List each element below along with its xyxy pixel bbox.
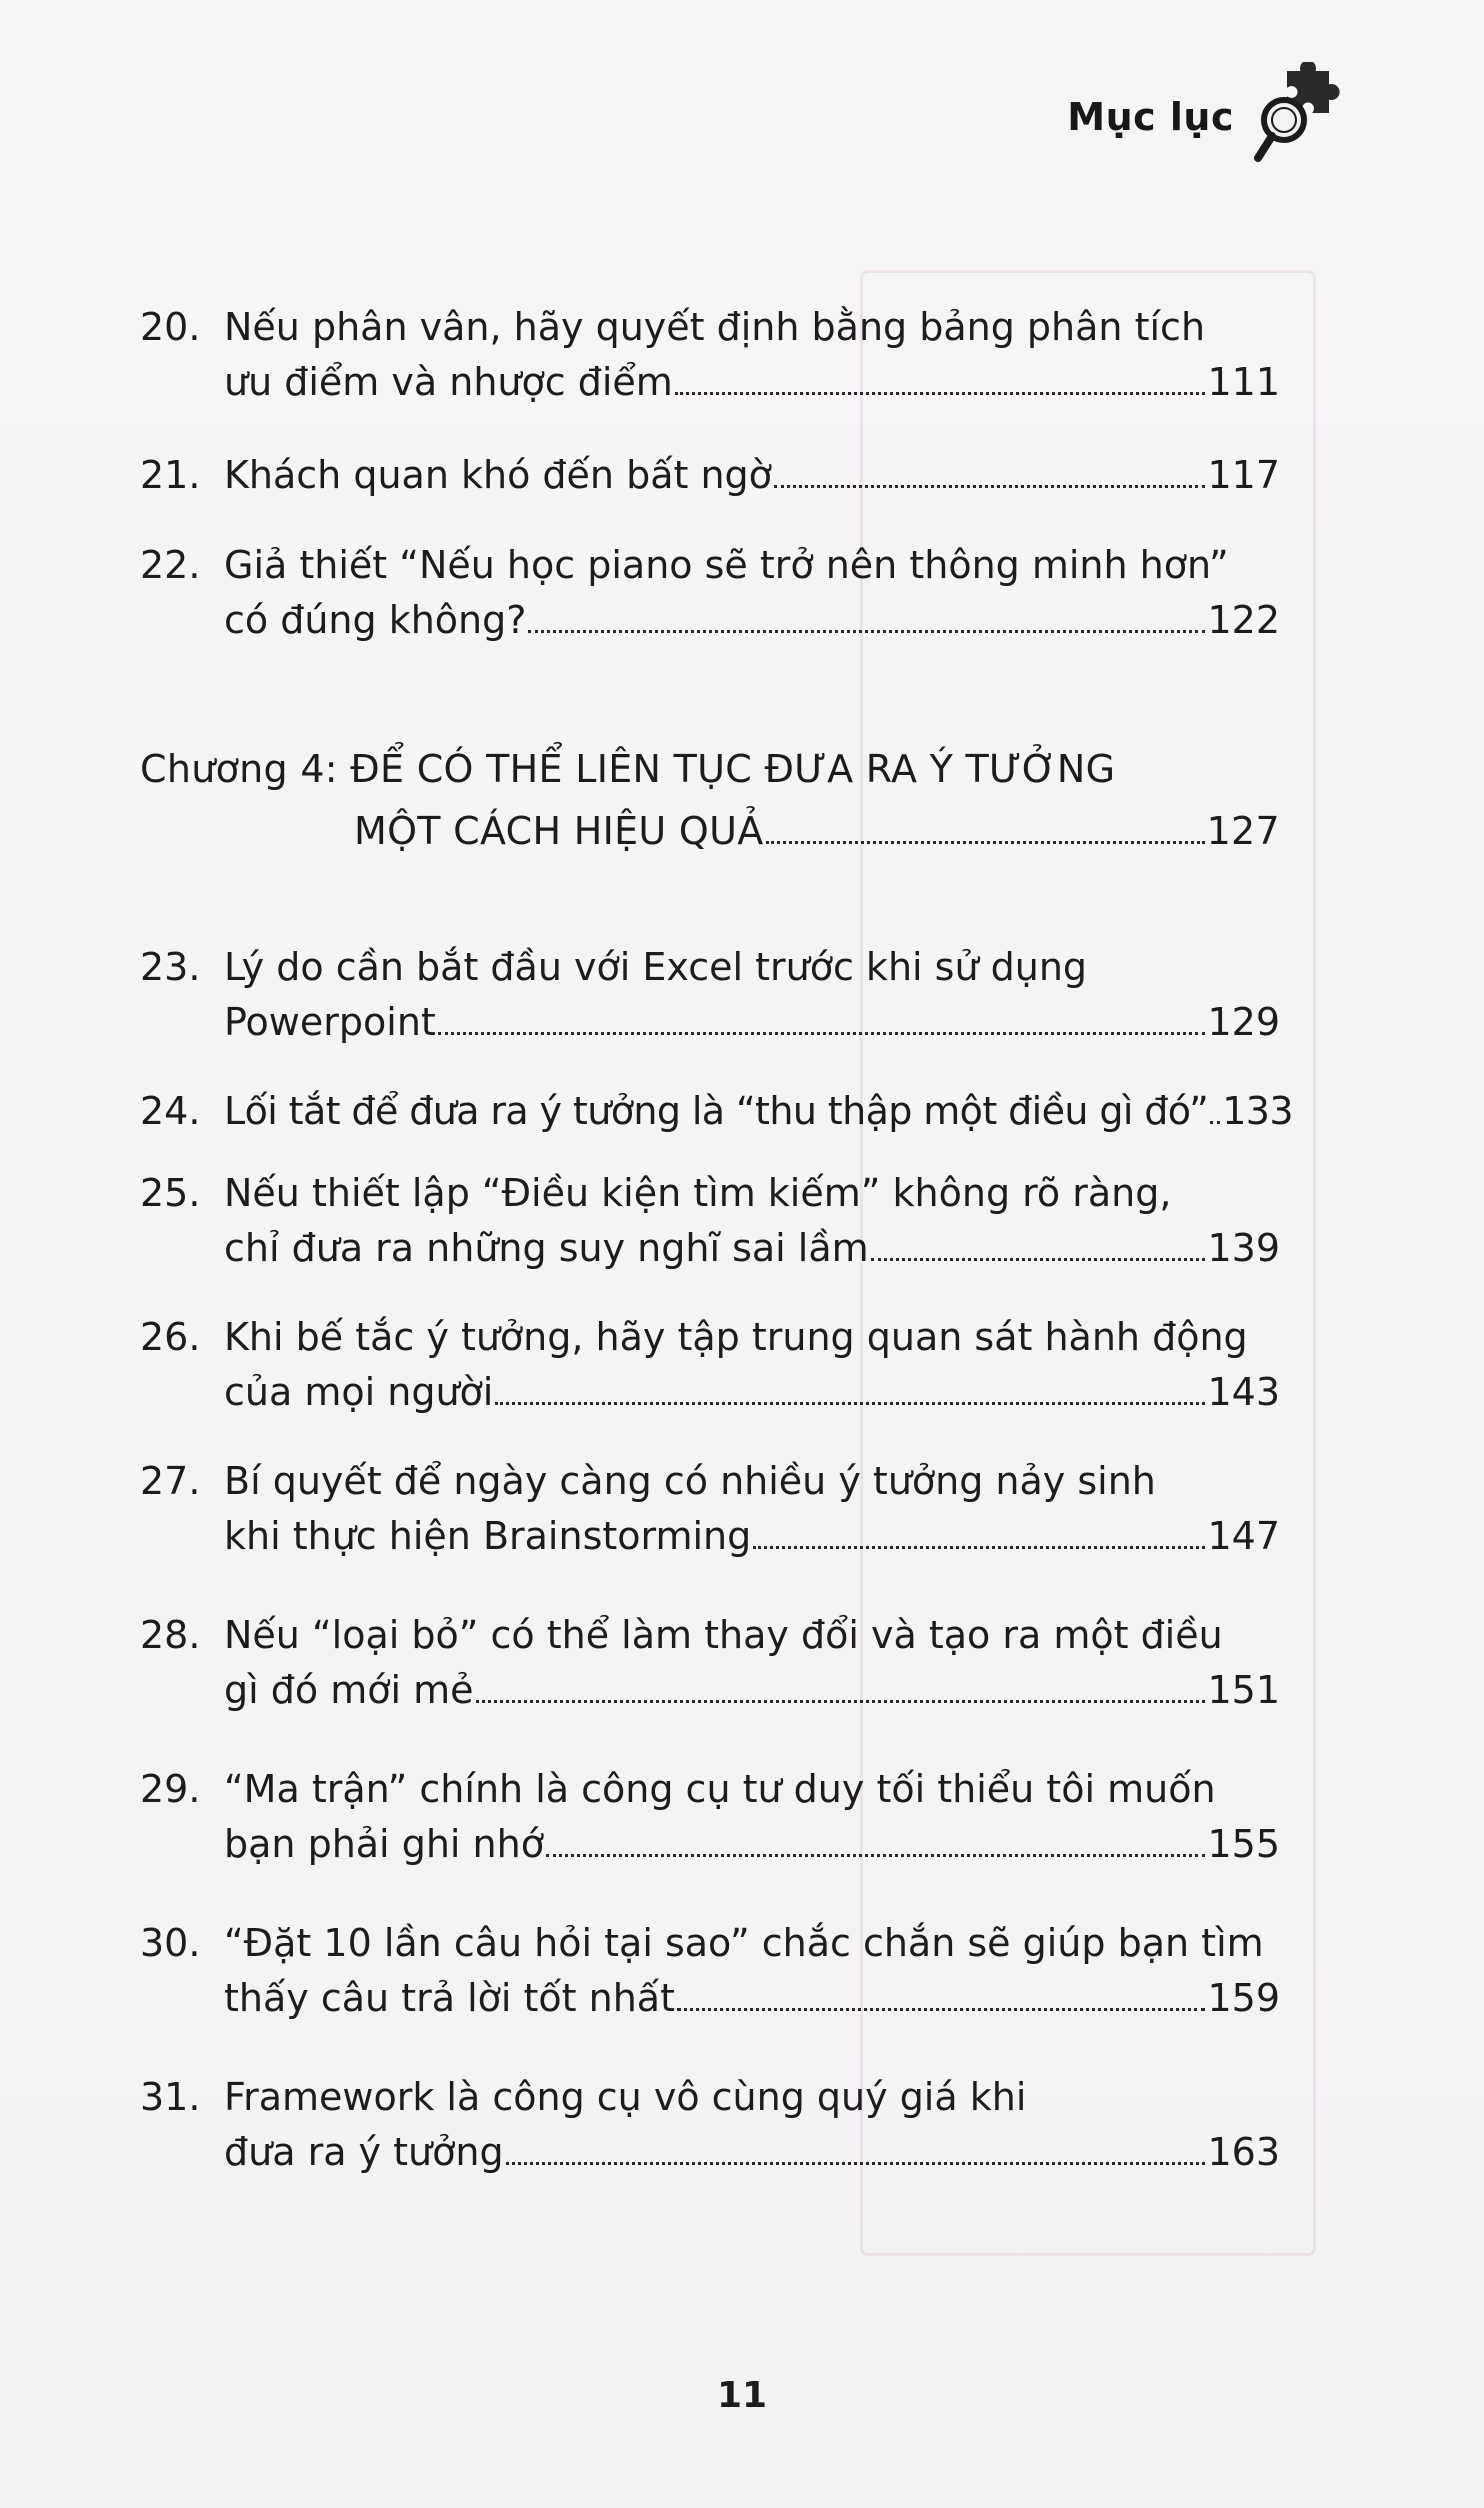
entry-page: 143 xyxy=(1207,1370,1280,1414)
entry-title-end: ưu điểm và nhược điểm xyxy=(224,360,673,404)
entry-title-end: có đúng không? xyxy=(224,598,527,642)
entry-title-line2 xyxy=(224,1365,1280,1420)
entry-number: 22. xyxy=(140,543,201,587)
entry-title-line2 xyxy=(224,995,1280,1050)
entry-title: Lối tắt để đưa ra ý tưởng là “thu thập một điều gì đó” xyxy=(224,1089,1209,1133)
entry-number: 28. xyxy=(140,1613,201,1657)
entry-title-line1: Lý do cần bắt đầu với Excel trước khi sử dụng xyxy=(224,945,1088,989)
dot-leader xyxy=(506,2162,1206,2165)
entry-title-line2 xyxy=(224,355,1280,410)
chapter-title-end: MỘT CÁCH HIỆU QUẢ xyxy=(354,809,764,853)
entry-title-line xyxy=(224,448,1280,503)
entry-page: 147 xyxy=(1207,1514,1280,1558)
entry-page: 159 xyxy=(1207,1976,1280,2020)
dot-leader xyxy=(1210,1121,1220,1124)
entry-title-end: gì đó mới mẻ xyxy=(224,1668,474,1712)
entry-title-line2 xyxy=(224,1221,1280,1276)
entry-title-line1: Framework là công cụ vô cùng quý giá khi xyxy=(224,2075,1027,2119)
entry-title-line2 xyxy=(224,1817,1280,1872)
entry-title-line2 xyxy=(224,593,1280,648)
entry-title-line1: “Ma trận” chính là công cụ tư duy tối thiểu tôi muốn xyxy=(224,1767,1216,1811)
chapter-title-line1: Chương 4: ĐỂ CÓ THỂ LIÊN TỤC ĐƯA RA Ý TƯỞNG xyxy=(140,747,1116,791)
entry-page: 133 xyxy=(1222,1089,1293,1133)
page-number: 11 xyxy=(716,2375,768,2416)
entry-page: 117 xyxy=(1207,453,1280,497)
entry-number: 23. xyxy=(140,945,201,989)
entry-page: 151 xyxy=(1207,1668,1280,1712)
entry-number: 27. xyxy=(140,1459,201,1503)
entry-title-end: Powerpoint xyxy=(224,1000,436,1044)
entry-title-line2 xyxy=(224,2125,1280,2180)
dot-leader xyxy=(495,1402,1205,1405)
entry-title-end: đưa ra ý tưởng xyxy=(224,2130,504,2174)
entry-number: 31. xyxy=(140,2075,201,2119)
entry-title-line1: Bí quyết để ngày càng có nhiều ý tưởng nảy sinh xyxy=(224,1459,1156,1503)
entry-title-line2 xyxy=(224,1509,1280,1564)
entry-page: 129 xyxy=(1207,1000,1280,1044)
dot-leader xyxy=(871,1258,1206,1261)
entry-title-line1: Nếu phân vân, hãy quyết định bằng bảng phân tích xyxy=(224,305,1206,349)
dot-leader xyxy=(675,392,1206,395)
entry-page: 111 xyxy=(1207,360,1280,404)
entry-title-end: của mọi người xyxy=(224,1370,494,1414)
chapter-page: 127 xyxy=(1206,809,1280,853)
entry-number: 30. xyxy=(140,1921,201,1965)
entry-title-line xyxy=(224,1084,1293,1139)
section-title: Mục lục xyxy=(1067,95,1234,139)
magnifier-puzzle-icon xyxy=(1248,62,1344,172)
chapter-title-line2 xyxy=(354,804,1280,859)
entry-title-end: chỉ đưa ra những suy nghĩ sai lầm xyxy=(224,1226,869,1270)
entry-title-line2 xyxy=(224,1663,1280,1718)
entry-number: 29. xyxy=(140,1767,201,1811)
dot-leader xyxy=(528,630,1205,633)
entry-number: 26. xyxy=(140,1315,201,1359)
entry-number: 24. xyxy=(140,1089,201,1133)
entry-number: 25. xyxy=(140,1171,201,1215)
entry-title: Khách quan khó đến bất ngờ xyxy=(224,453,772,497)
dot-leader xyxy=(476,1700,1206,1703)
entry-title-line1: Khi bế tắc ý tưởng, hãy tập trung quan sát hành động xyxy=(224,1315,1248,1359)
entry-title-line1: “Đặt 10 lần câu hỏi tại sao” chắc chắn sẽ giúp bạn tìm xyxy=(224,1921,1264,1965)
entry-title-line1: Nếu thiết lập “Điều kiện tìm kiếm” không rõ ràng, xyxy=(224,1171,1172,1215)
dot-leader xyxy=(753,1546,1205,1549)
dot-leader xyxy=(766,841,1205,844)
dot-leader xyxy=(677,2008,1205,2011)
entry-page: 139 xyxy=(1207,1226,1280,1270)
entry-title-line1: Giả thiết “Nếu học piano sẽ trở nên thông minh hơn” xyxy=(224,543,1229,587)
entry-number: 21. xyxy=(140,453,201,497)
entry-page: 163 xyxy=(1207,2130,1280,2174)
dot-leader xyxy=(774,485,1206,488)
entry-title-line2 xyxy=(224,1971,1280,2026)
entry-page: 155 xyxy=(1207,1822,1280,1866)
page-header xyxy=(1067,62,1344,172)
dot-leader xyxy=(546,1854,1206,1857)
entry-title-end: bạn phải ghi nhớ xyxy=(224,1822,544,1866)
dot-leader xyxy=(438,1032,1206,1035)
entry-page: 122 xyxy=(1207,598,1280,642)
entry-title-end: khi thực hiện Brainstorming xyxy=(224,1514,752,1558)
entry-title-line1: Nếu “loại bỏ” có thể làm thay đổi và tạo ra một điều xyxy=(224,1613,1223,1657)
entry-number: 20. xyxy=(140,305,201,349)
entry-title-end: thấy câu trả lời tốt nhất xyxy=(224,1976,675,2020)
